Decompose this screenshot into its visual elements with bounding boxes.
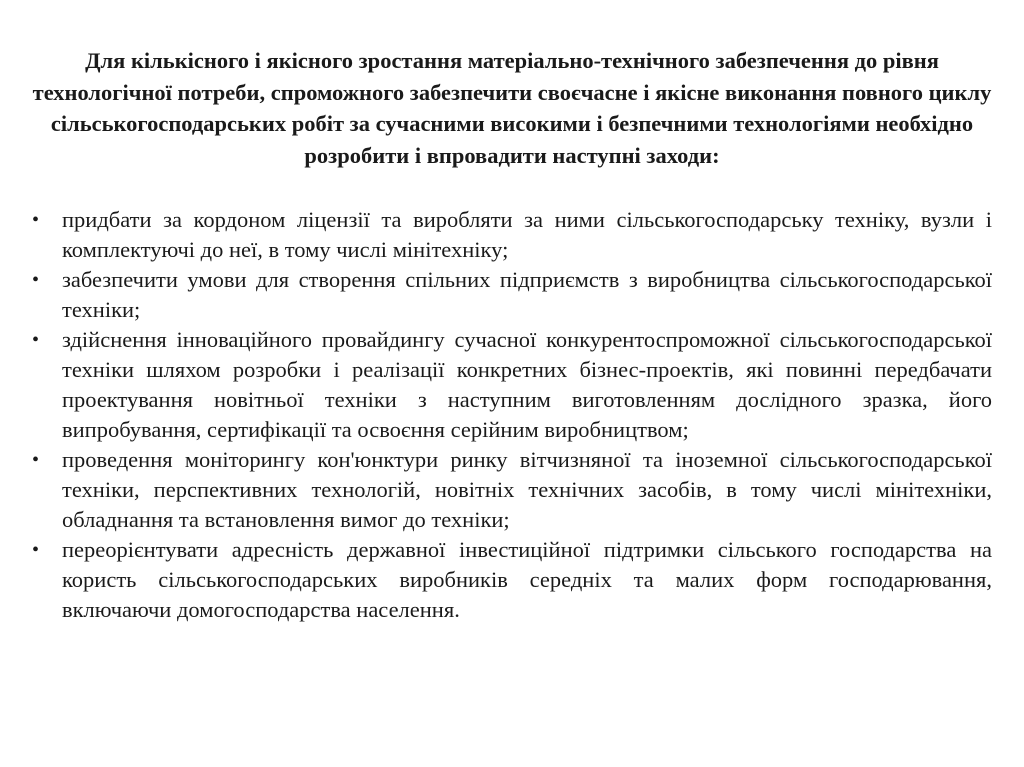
bullet-icon: • <box>32 269 40 291</box>
bullet-icon: • <box>32 539 40 561</box>
list-item-text: здійснення інноваційного провайдингу сучасної конкурентоспроможної сільськогосподарської техніки шляхом розробки і реалізації конкретних бізнес-проектів, які повинні передбачати проектування новітньої техніки з наступним виготовленням дослідного зразка, його випробування, сертифікації та освоєння серійним виробництвом; <box>62 327 992 442</box>
list-item <box>32 445 992 535</box>
bullet-icon: • <box>32 449 40 471</box>
list-item <box>32 535 992 625</box>
list-item-text: переорієнтувати адресність державної інвестиційної підтримки сільського господарства на користь сільськогосподарських виробників середніх та малих форм господарювання, включаючи домогосподарства населення. <box>62 537 992 622</box>
bullet-icon: • <box>32 209 40 231</box>
measures-list <box>32 205 992 625</box>
list-item <box>32 265 992 325</box>
list-item-text: проведення моніторингу кон'юнктури ринку вітчизняної та іноземної сільськогосподарської техніки, перспективних технологій, новітніх технічних засобів, в тому числі мінітехніки, обладнання та встановлення вимог до техніки; <box>62 447 992 532</box>
list-item-text: забезпечити умови для створення спільних підприємств з виробництва сільськогосподарської техніки; <box>62 267 992 322</box>
bullet-icon: • <box>32 329 40 351</box>
slide-heading: Для кількісного і якісного зростання матеріально-технічного забезпечення до рівня технологічної потреби, спроможного забезпечити своєчасне і якісне виконання повного циклу сільськогосподарських робіт за сучасними високими і безпечними технологіями необхідно розробити і впровадити наступні заходи: <box>32 48 992 168</box>
list-item <box>32 325 992 445</box>
list-item-text: придбати за кордоном ліцензії та виробляти за ними сільськогосподарську техніку, вузли і комплектуючі до неї, в тому числі мінітехніку; <box>62 207 992 262</box>
list-item <box>32 205 992 265</box>
